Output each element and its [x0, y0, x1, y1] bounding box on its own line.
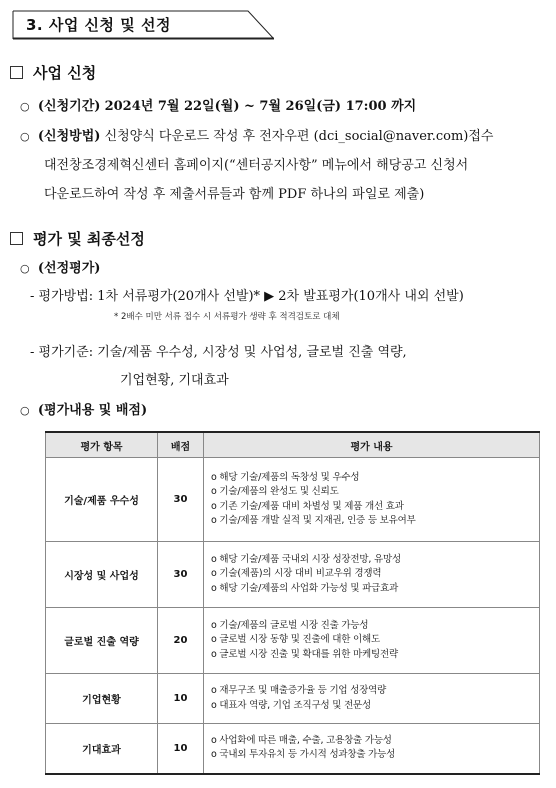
row-content: [204, 608, 540, 674]
selection-label: ○ (선정평가): [20, 261, 101, 276]
method-line: - 평가방법: 1차 서류평가(20개사 선발)* ▶ 2차 발표평가(10개사 내외 선발): [30, 289, 464, 304]
circle-bullet-icon: ○: [20, 130, 30, 143]
row-content: [204, 542, 540, 608]
content-label: ○ (평가내용 및 배점): [20, 403, 148, 418]
content-line: o 기술/제품의 글로벌 시장 진출 가능성: [211, 619, 369, 631]
circle-bullet-icon: ○: [20, 100, 30, 113]
content-line: o 글로벌 시장 동향 및 진출에 대한 이해도: [211, 634, 380, 646]
table-header-row: [46, 432, 540, 458]
row-item-name: 글로벌 진출 역량: [46, 608, 158, 674]
row-content: [204, 674, 540, 724]
content-line: o 해당 기술/제품의 독창성 및 우수성: [211, 471, 360, 483]
content-line: o 글로벌 시장 진출 및 확대를 위한 마케팅전략: [211, 648, 398, 660]
section-title: 3. 사업 신청 및 선정: [26, 16, 171, 34]
row-item-name: 기대효과: [46, 724, 158, 774]
method-note: * 2배수 미만 서류 접수 시 서류평가 생략 후 적격검토로 대체: [114, 312, 340, 322]
evaluation-heading: 평가 및 최종선정: [10, 228, 145, 249]
row-score: 30: [158, 458, 204, 542]
content-line: o 사업화에 따른 매출, 수출, 고용창출 가능성: [211, 734, 392, 746]
row-item-name: 시장성 및 사업성: [46, 542, 158, 608]
row-score: 10: [158, 674, 204, 724]
content-line: o 국내외 투자유치 등 가시적 성과창출 가능성: [211, 749, 396, 761]
column-header-content: 평가 내용: [204, 432, 540, 458]
column-header-item: 평가 항목: [46, 432, 158, 458]
row-item-name: 기업현황: [46, 674, 158, 724]
content-line: o 기존 기술/제품 대비 차별성 및 제품 개선 효과: [211, 500, 404, 512]
apply-method-line3: 다운로드하여 작성 후 제출서류들과 함께 PDF 하나의 파일로 제출): [44, 187, 425, 202]
table-row: [46, 458, 540, 542]
table-row: [46, 542, 540, 608]
section-header: [12, 10, 262, 38]
row-content: [204, 724, 540, 774]
apply-method-line2: 대전창조경제혁신센터 홈페이지(“센터공지사항” 메뉴에서 해당공고 신청서: [44, 158, 469, 173]
row-score: 30: [158, 542, 204, 608]
checkbox-square-icon: [10, 232, 23, 245]
row-score: 10: [158, 724, 204, 774]
apply-heading: 사업 신청: [10, 62, 96, 83]
table-row: [46, 724, 540, 774]
criteria-line2: 기업현황, 기대효과: [120, 373, 229, 388]
row-score: 20: [158, 608, 204, 674]
content-line: o 대표자 역량, 기업 조직구성 및 전문성: [211, 699, 372, 711]
column-header-score: 배점: [158, 432, 204, 458]
checkbox-square-icon: [10, 66, 23, 79]
content-line: o 기술(제품)의 시장 대비 비교우위 경쟁력: [211, 568, 382, 580]
content-line: o 기술/제품 개발 실적 및 지재권, 인증 등 보유여부: [211, 515, 416, 526]
table-row: [46, 674, 540, 724]
criteria-line1: - 평가기준: 기술/제품 우수성, 시장성 및 사업성, 글로벌 진출 역량,: [30, 345, 407, 360]
content-line: o 재무구조 및 매출증가율 등 기업 성장역량: [211, 685, 387, 696]
evaluation-table: [45, 431, 540, 775]
table-row: [46, 608, 540, 674]
content-line: o 해당 기술/제품 국내외 시장 성장전망, 유망성: [211, 553, 401, 565]
apply-period: ○ (신청기간) 2024년 7월 22일(월) ~ 7월 26일(금) 17:00 까지: [20, 99, 417, 114]
circle-bullet-icon: ○: [20, 404, 30, 417]
content-line: o 기술/제품의 완성도 및 신뢰도: [211, 486, 339, 497]
row-content: [204, 458, 540, 542]
circle-bullet-icon: ○: [20, 262, 30, 275]
apply-method: ○ (신청방법) 신청양식 다운로드 작성 후 전자우편 (dci_social@naver.com)접수: [20, 129, 494, 144]
content-line: o 해당 기술/제품의 사업화 가능성 및 파급효과: [211, 582, 399, 594]
row-item-name: 기술/제품 우수성: [46, 458, 158, 542]
